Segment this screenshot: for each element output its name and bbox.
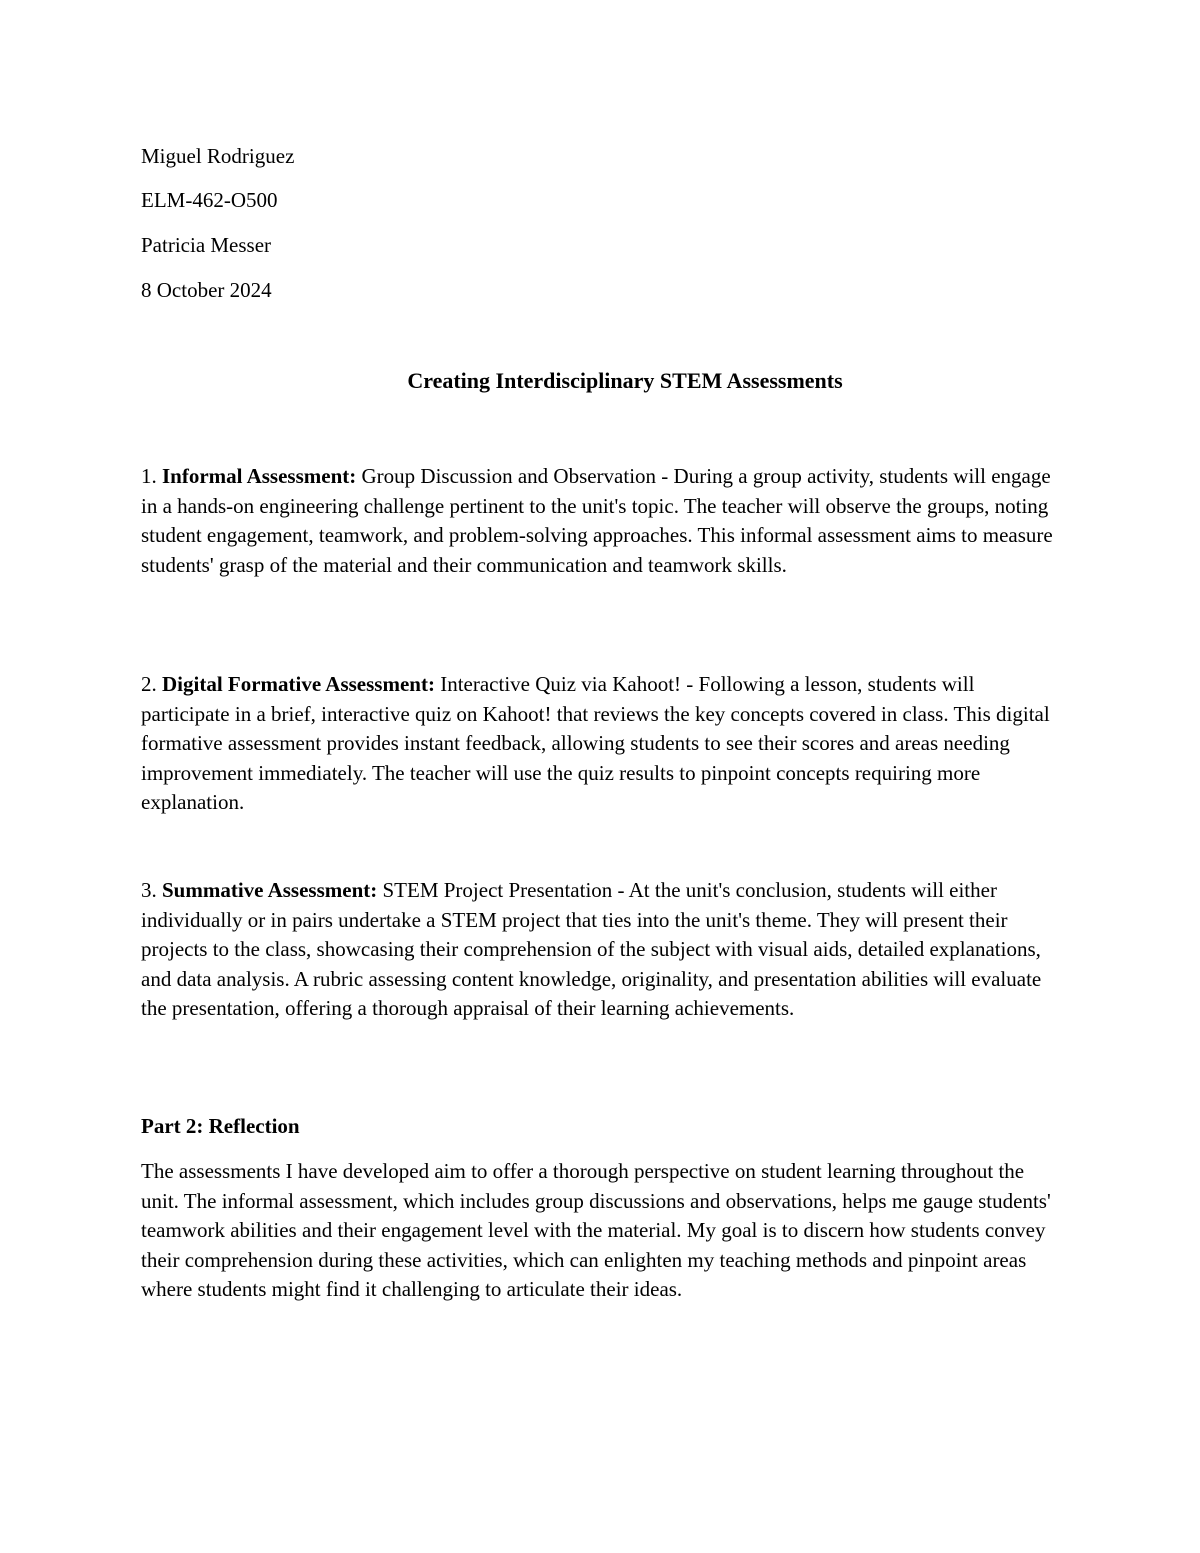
item-number: 3. <box>141 878 162 902</box>
item-body: Interactive Quiz via Kahoot! - Following a lesson, students will participate in a brief, interactive quiz on Kahoot! that reviews the key concepts covered in class. This digital formative assessment provides instant feedback, allowing students to see their scores and areas needing improvement immediately. The teacher will use the quiz results to pinpoint concepts requiring more explanation. <box>141 672 1050 814</box>
instructor-name: Patricia Messer <box>141 233 272 257</box>
item-body: STEM Project Presentation - At the unit's conclusion, students will either individually or in pairs undertake a STEM project that ties into the unit's theme. They will present their projects to the class, showcasing their comprehension of the subject with visual aids, detailed explanations, and data analysis. A rubric assessing content knowledge, originality, and presentation abilities will evaluate the presentation, offering a thorough appraisal of their learning achievements. <box>141 878 1042 1020</box>
assessment-item-summative <box>141 876 1061 1024</box>
assessment-item-informal <box>141 462 1061 580</box>
item-label: Summative Assessment: <box>162 878 378 902</box>
document-title: Creating Interdisciplinary STEM Assessments <box>407 368 843 393</box>
course-code: ELM-462-O500 <box>141 188 278 212</box>
item-label: Informal Assessment: <box>162 464 357 488</box>
assessment-item-digital-formative <box>141 670 1061 818</box>
part2-heading: Part 2: Reflection <box>141 1114 300 1138</box>
part2-reflection-body: The assessments I have developed aim to offer a thorough perspective on student learning throughout the unit. The informal assessment, which includes group discussions and observations, helps me gauge students' teamwork abilities and their engagement level with the material. My goal is to discern how students convey their comprehension during these activities, which can enlighten my teaching methods and pinpoint areas where students might find it challenging to articulate their ideas. <box>141 1159 1051 1301</box>
item-number: 2. <box>141 672 162 696</box>
student-name: Miguel Rodriguez <box>141 144 295 168</box>
item-label: Digital Formative Assessment: <box>162 672 435 696</box>
submission-date: 8 October 2024 <box>141 278 272 302</box>
item-body: Group Discussion and Observation - During a group activity, students will engage in a hands-on engineering challenge pertinent to the unit's topic. The teacher will observe the groups, noting student engagement, teamwork, and problem-solving approaches. This informal assessment aims to measure students' grasp of the material and their communication and teamwork skills. <box>141 464 1053 577</box>
item-number: 1. <box>141 464 162 488</box>
